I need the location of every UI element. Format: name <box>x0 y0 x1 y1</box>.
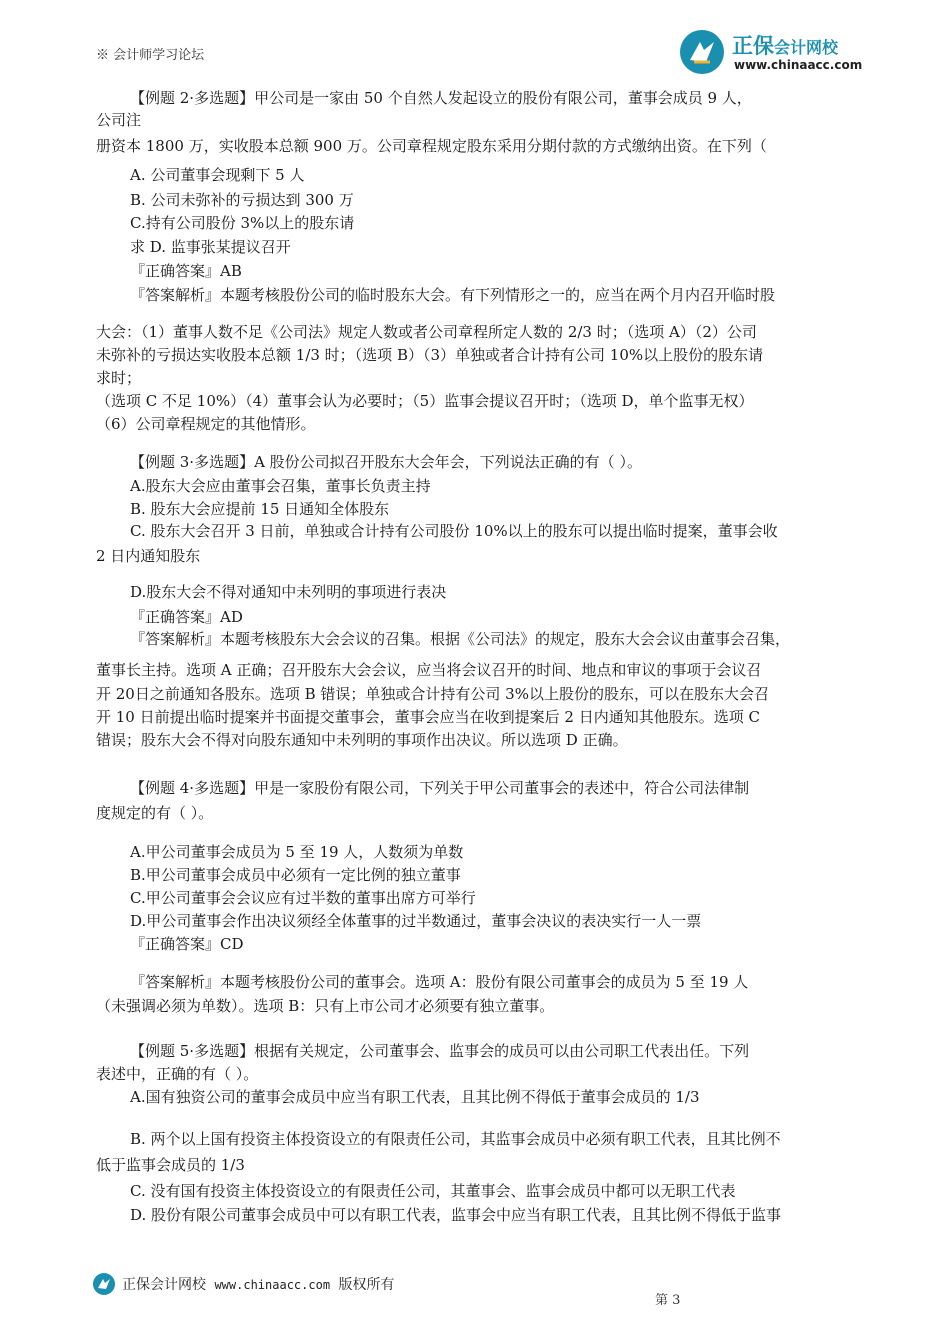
brand-logo[interactable] <box>678 28 878 76</box>
page-number: 第 3 <box>655 1293 681 1308</box>
q2-analysis-1: 『答案解析』本题考核股份公司的临时股东大会。有下列情形之一的，应当在两个月内召开临时股 <box>130 286 776 304</box>
q5-option-c: C. 没有国有投资主体投资设立的有限责任公司，其董事会、监事会成员中都可以无职工代表 <box>130 1182 736 1200</box>
q5-option-b-line2: 低于监事会成员的 1/3 <box>96 1156 245 1174</box>
q3-option-c-line2: 2 日内通知股东 <box>96 547 201 565</box>
q3-analysis-5: 错误；股东大会不得对向股东通知中未列明的事项作出决议。所以选项 D 正确。 <box>96 731 628 749</box>
q3-option-c: C. 股东大会召开 3 日前，单独或合计持有公司股份 10%以上的股东可以提出临时提案，董事会收 <box>130 522 778 540</box>
q4-stem-line2: 度规定的有（ ）。 <box>96 804 214 822</box>
q5-option-d: D. 股份有限公司董事会成员中可以有职工代表，监事会中应当有职工代表，且其比例不得低于监事 <box>130 1206 782 1224</box>
q3-analysis-3: 开 20日之前通知各股东。选项 B 错误；单独或合计持有公司 3%以上股份的股东，可以在股东大会召 <box>96 685 769 703</box>
header-corner-text: ※ 会计师学习论坛 <box>96 48 205 63</box>
q4-answer: 『正确答案』CD <box>130 935 244 953</box>
q2-answer: 『正确答案』AB <box>130 262 242 280</box>
footer-brand: 正保会计网校 <box>122 1277 206 1293</box>
q2-analysis-2: 大会：（1）董事人数不足《公司法》规定人数或者公司章程所定人数的 2/3 时；（选项 A）（2）公司 <box>96 323 757 341</box>
q2-analysis-6: （6）公司章程规定的其他情形。 <box>96 415 316 433</box>
q2-stem-line1: 【例题 2·多选题】甲公司是一家由 50 个自然人发起设立的股份有限公司，董事会成员 9 人， <box>130 89 752 107</box>
brand-url: www.chinaacc.com <box>734 58 863 72</box>
q5-stem-line2: 表述中，正确的有（ ）。 <box>96 1065 259 1083</box>
brand-name: 正保 <box>732 34 774 58</box>
footer-rights: 版权所有 <box>338 1277 395 1293</box>
q4-option-a: A.甲公司董事会成员为 5 至 19 人，人数须为单数 <box>130 843 464 861</box>
q2-option-b: B. 公司未弥补的亏损达到 300 万 <box>130 191 354 209</box>
q2-option-c: C.持有公司股份 3%以上的股东请 <box>130 214 355 232</box>
q5-option-a: A.国有独资公司的董事会成员中应当有职工代表，且其比例不得低于董事会成员的 1/3 <box>130 1088 700 1106</box>
q2-analysis-5: （选项 C 不足 10%）（4）董事会认为必要时；（5）监事会提议召开时；（选项 D，单个监事无权） <box>96 392 754 410</box>
q2-stem-line3: 册资本 1800 万，实收股本总额 900 万。公司章程规定股东采用分期付款的方式缴纳出资。在下列（ <box>96 137 767 155</box>
q4-option-b: B.甲公司董事会成员中必须有一定比例的独立董事 <box>130 866 461 884</box>
q3-option-a: A.股东大会应由董事会召集，董事长负责主持 <box>130 477 431 495</box>
footer-url[interactable]: www.chinaacc.com <box>214 1278 331 1292</box>
q2-analysis-4: 求时； <box>96 369 142 387</box>
q4-analysis-1: 『答案解析』本题考核股份公司的董事会。选项 A：股份有限公司董事会的成员为 5 至 19 人 <box>130 973 749 991</box>
q4-option-d: D.甲公司董事会作出决议须经全体董事的过半数通过，董事会决议的表决实行一人一票 <box>130 912 702 930</box>
q2-analysis-3: 未弥补的亏损达实收股本总额 1/3 时；（选项 B）（3）单独或者合计持有公司 10%以上股份的股东请 <box>96 346 764 364</box>
q4-option-c: C.甲公司董事会会议应有过半数的董事出席方可举行 <box>130 889 476 907</box>
q3-option-b: B. 股东大会应提前 15 日通知全体股东 <box>130 500 390 518</box>
q3-stem: 【例题 3·多选题】A 股份公司拟召开股东大会年会，下列说法正确的有（ ）。 <box>130 453 642 471</box>
q5-option-b: B. 两个以上国有投资主体投资设立的有限责任公司，其监事会成员中必须有职工代表，且其比例不 <box>130 1130 781 1148</box>
footer-logo-icon <box>92 1272 116 1296</box>
q2-option-a: A. 公司董事会现剩下 5 人 <box>130 166 305 184</box>
q2-stem-line2: 公司注 <box>96 111 142 129</box>
q3-answer: 『正确答案』AD <box>130 608 243 626</box>
brand-sub: 会计网校 <box>774 38 839 57</box>
q5-stem-line1: 【例题 5·多选题】根据有关规定，公司董事会、监事会的成员可以由公司职工代表出任。下列 <box>130 1042 750 1060</box>
brand-logo-icon <box>678 28 726 76</box>
q3-option-d: D.股东大会不得对通知中未列明的事项进行表决 <box>130 583 447 601</box>
q3-analysis-4: 开 10 日前提出临时提案并书面提交董事会，董事会应当在收到提案后 2 日内通知其他股东。选项 C <box>96 708 760 726</box>
q2-option-d: 求 D. 监事张某提议召开 <box>130 238 291 256</box>
q4-analysis-2: （未强调必须为单数）。选项 B：只有上市公司才必须要有独立董事。 <box>96 997 555 1015</box>
q3-analysis-1: 『答案解析』本题考核股东大会会议的召集。根据《公司法》的规定，股东大会会议由董事会召集， <box>130 630 791 648</box>
q3-analysis-2: 董事长主持。选项 A 正确；召开股东大会会议，应当将会议召开的时间、地点和审议的事项于会议召 <box>96 661 762 679</box>
q4-stem-line1: 【例题 4·多选题】甲是一家股份有限公司，下列关于甲公司董事会的表述中，符合公司法律制 <box>130 779 750 797</box>
